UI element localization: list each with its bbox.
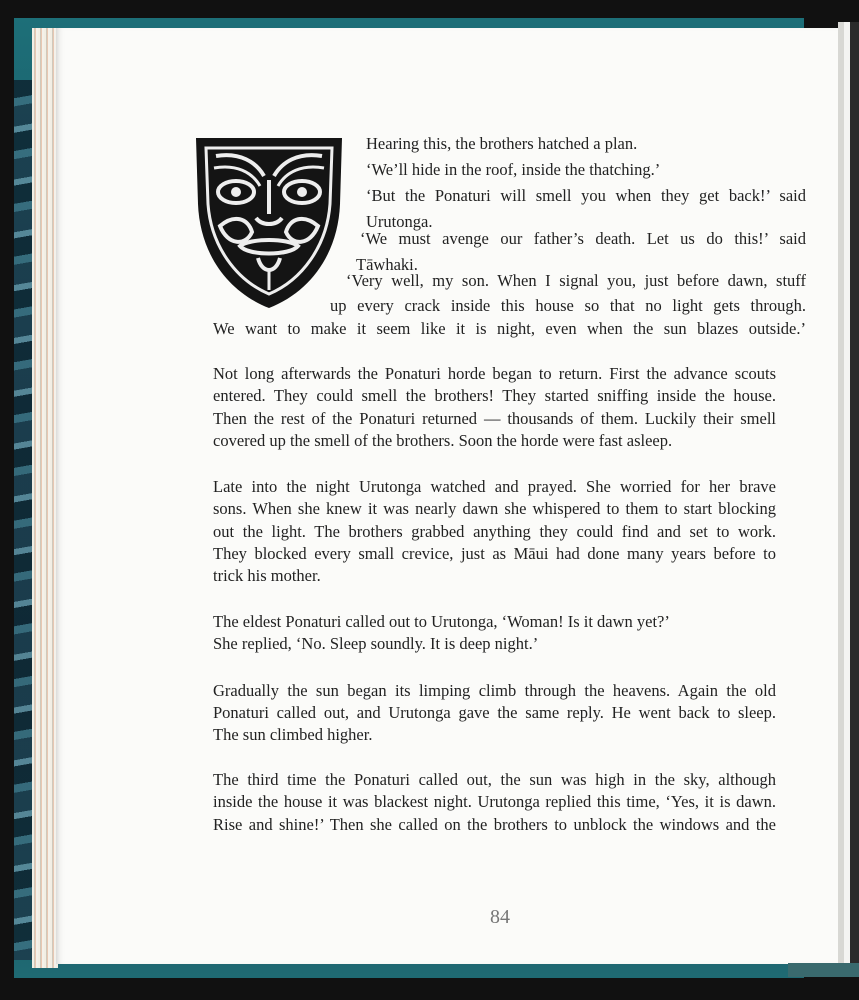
text-line: Hearing this, the brothers hatched a plan.	[366, 134, 638, 153]
text-line: inside the house it was blackest night. Urutonga replied this time, ‘Yes, it is dawn.	[213, 792, 776, 811]
text-line: They blocked every small crevice, just as Māui had done many years before to	[213, 544, 776, 563]
text-line: The sun climbed higher.	[213, 725, 373, 744]
text-line: trick his mother.	[213, 566, 321, 585]
cover-corner	[788, 963, 859, 977]
text-line: up every crack inside this house so that no light gets through.	[330, 296, 806, 315]
text-line: Ponaturi called out, and Urutonga gave the same reply. He went back to sleep.	[213, 703, 776, 722]
facing-page-edge	[838, 22, 859, 970]
text-line: ‘But the Ponaturi will smell you when they get back!’ said	[366, 186, 806, 205]
text-line: Late into the night Urutonga watched and prayed. She worried for her brave	[213, 477, 776, 496]
text-line: Not long afterwards the Ponaturi horde began to return. First the advance scouts	[213, 364, 776, 383]
text-line: We want to make it seem like it is night, even when the sun blazes outside.’	[213, 319, 806, 338]
text-line: Urutonga.	[366, 212, 433, 231]
text-line: ‘Very well, my son. When I signal you, just before dawn, stuff	[346, 271, 806, 290]
maori-carved-mask-icon	[190, 134, 348, 310]
text-line: ‘We must avenge our father’s death. Let us do this!’ said	[360, 229, 806, 248]
text-line: Rise and shine!’ Then she called on the brothers to unblock the windows and the	[213, 815, 776, 834]
text-line: covered up the smell of the brothers. Soon the horde were fast asleep.	[213, 431, 673, 450]
text-line: ‘We’ll hide in the roof, inside the thatching.’	[366, 160, 661, 179]
page-number: 84	[490, 906, 510, 928]
text-line: Gradually the sun began its limping climb through the heavens. Again the old	[213, 681, 776, 700]
text-line: The eldest Ponaturi called out to Urutonga, ‘Woman! Is it dawn yet?’	[213, 612, 670, 631]
text-line: entered. They could smell the brothers! They started sniffing inside the house.	[213, 386, 776, 405]
text-line: Tāwhaki.	[356, 255, 418, 274]
page-edges	[32, 28, 58, 968]
text-line: Then the rest of the Ponaturi returned — thousands of them. Luckily their smell	[213, 409, 776, 428]
text-line: She replied, ‘No. Sleep soundly. It is deep night.’	[213, 634, 539, 653]
text-line: out the light. The brothers grabbed anything they could find and set to work.	[213, 522, 776, 541]
text-line: The third time the Ponaturi called out, the sun was high in the sky, although	[213, 770, 776, 789]
text-line: sons. When she knew it was nearly dawn she whispered to them to start blocking	[213, 499, 776, 518]
